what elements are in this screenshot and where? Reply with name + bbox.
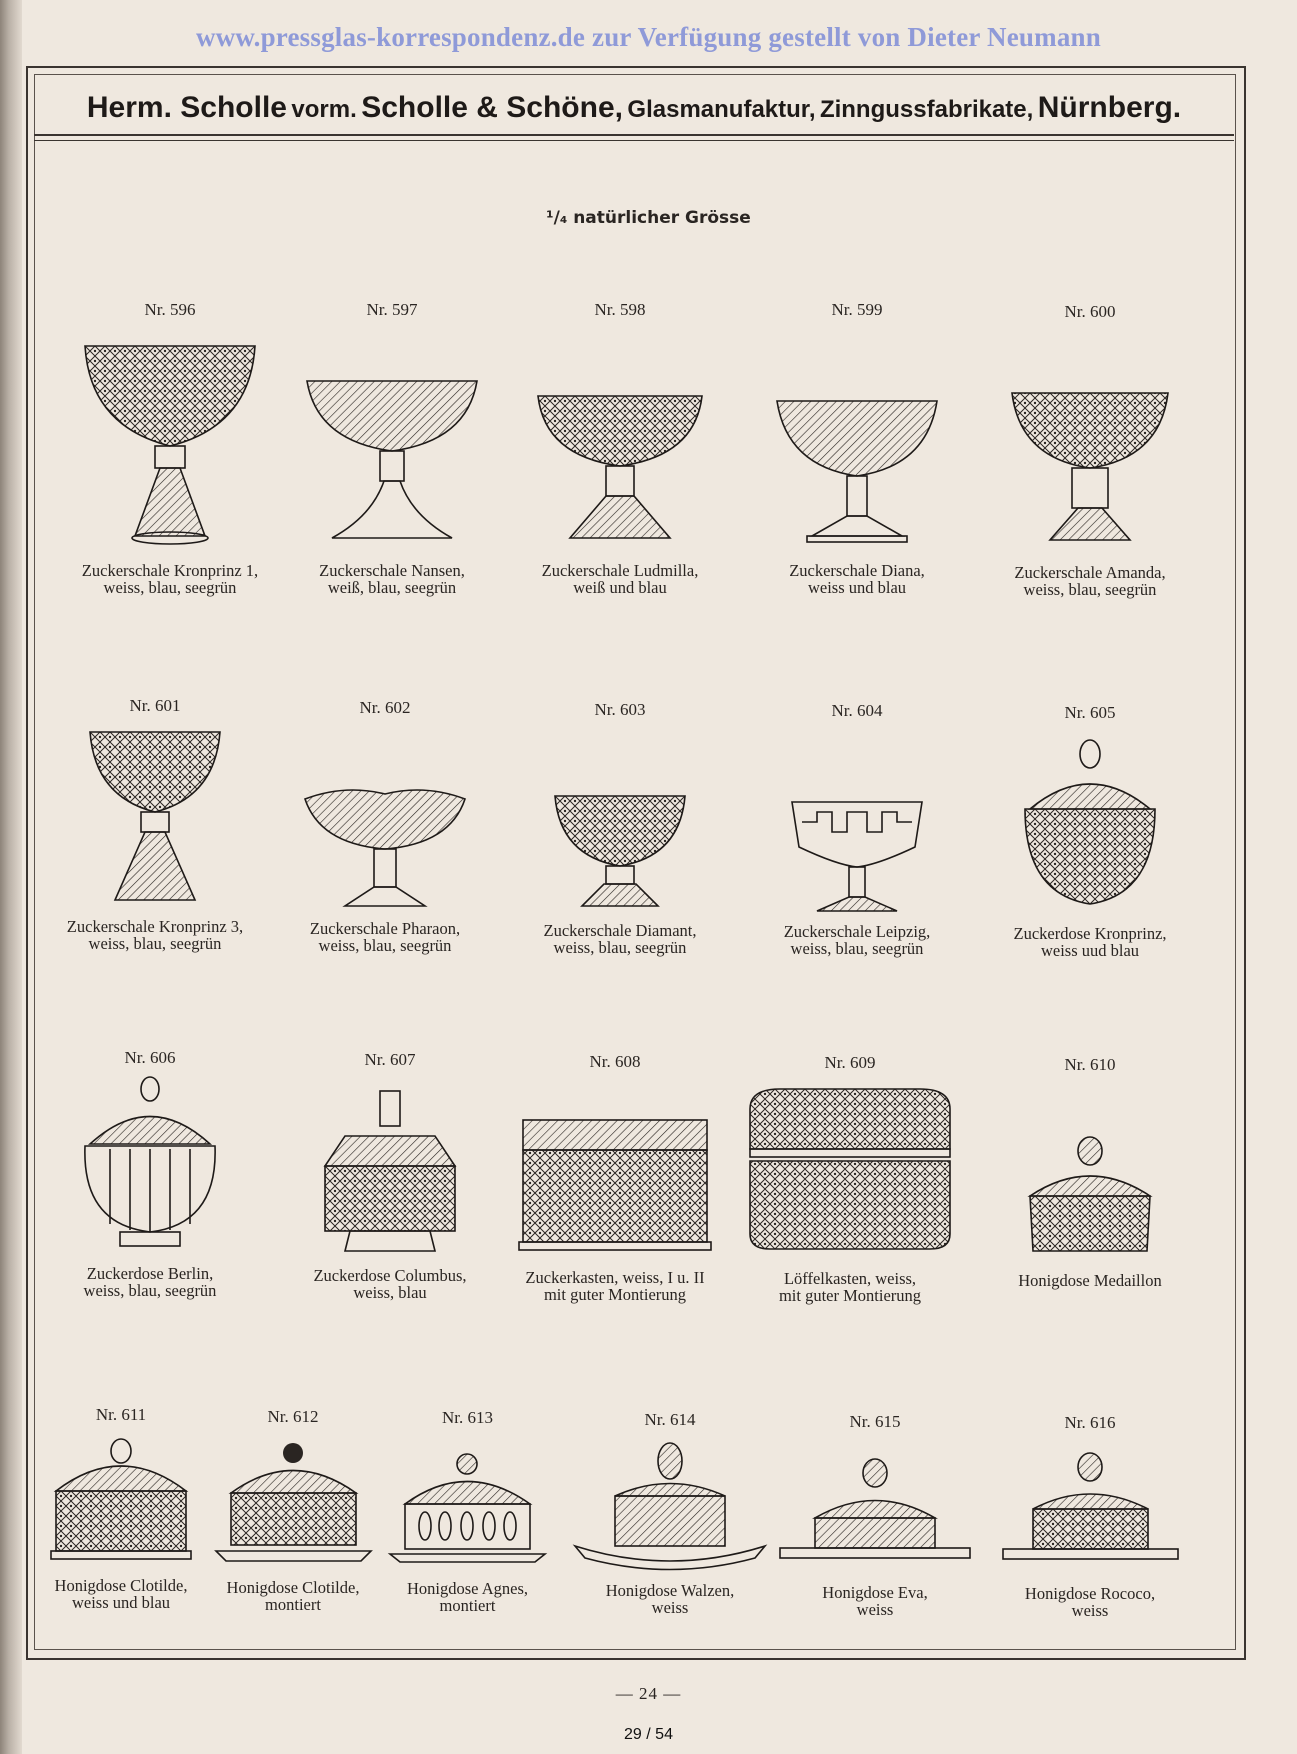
honey-pot-icon [570, 1436, 770, 1576]
item-caption: Zuckerschale Kronprinz 1, [81, 561, 259, 580]
lidded-sugar-bowl-icon [70, 1074, 230, 1259]
item-caption: Zuckerschale Leipzig, [783, 922, 931, 941]
item-caption: Zuckerkasten, weiss, I u. II [525, 1268, 705, 1287]
header-tin: Zinngussfabrikate, [819, 96, 1034, 123]
header-vorm: vorm. [291, 96, 357, 123]
item-caption-colors: weiss, blau, seegrün [553, 938, 687, 957]
item-caption: Honigdose Eva, [822, 1583, 928, 1602]
scale-note: ¹/₄ natürlicher Grösse [546, 208, 751, 228]
catalog-item [385, 1408, 550, 1614]
header-city: Nürnberg. [1037, 91, 1182, 124]
item-number: Nr. 608 [589, 1052, 641, 1071]
honey-pot-icon [385, 1434, 550, 1574]
catalog-item [752, 300, 962, 596]
item-caption: Zuckerschale Kronprinz 3, [66, 917, 244, 936]
catalog-item [505, 1052, 725, 1303]
catalog-item [520, 700, 720, 956]
honey-pot-icon [998, 1439, 1183, 1579]
glass-casket-icon [515, 1078, 715, 1263]
item-caption-colors: weiß und blau [573, 578, 667, 597]
catalog-item [60, 300, 280, 596]
item-caption-colors: weiss, blau, seegrün [83, 1281, 217, 1300]
item-caption-colors: weiss und blau [807, 578, 907, 597]
item-caption: Zuckerschale Diana, [789, 561, 925, 580]
catalog-item [985, 703, 1195, 959]
item-caption: Honigdose Clotilde, [54, 1576, 188, 1595]
catalog-item [990, 302, 1190, 598]
item-caption: Zuckerdose Columbus, [313, 1266, 467, 1285]
item-caption: Honigdose Agnes, [407, 1579, 528, 1598]
footed-bowl-icon [300, 724, 470, 914]
header-rule-thin [34, 140, 1234, 141]
item-caption-colors: mit guter Montierung [543, 1285, 687, 1304]
page-number: — 24 — [615, 1684, 682, 1703]
item-caption-colors: weiss, blau, seegrün [88, 934, 222, 953]
item-caption: Honigdose Medaillon [1018, 1271, 1162, 1290]
header-rule [34, 134, 1234, 136]
catalog-item [520, 300, 720, 596]
item-caption-colors: weiss [651, 1598, 689, 1617]
item-number: Nr. 603 [594, 700, 646, 719]
honey-pot-icon [46, 1431, 196, 1571]
item-caption-colors: weiss [856, 1600, 894, 1619]
item-number: Nr. 601 [129, 696, 181, 715]
item-caption-colors: weiss und blau [71, 1593, 171, 1612]
catalog-item [775, 1412, 975, 1618]
item-number: Nr. 602 [359, 698, 411, 717]
item-caption-colors: weiss [1071, 1601, 1109, 1620]
item-number: Nr. 597 [366, 300, 418, 319]
item-caption-colors: weiß, blau, seegrün [327, 578, 457, 597]
header-former-name: Scholle & Schöne, [361, 91, 623, 124]
footed-bowl-icon [1000, 328, 1180, 558]
catalog-item [735, 1053, 965, 1304]
item-caption: Zuckerdose Kronprinz, [1013, 924, 1167, 943]
item-caption: Zuckerschale Diamant, [543, 921, 697, 940]
header-glass: Glasmanufaktur, [627, 96, 816, 123]
honey-pot-icon [211, 1433, 376, 1573]
item-caption: Honigdose Walzen, [605, 1581, 735, 1600]
item-caption-colors: weiss, blau, seegrün [103, 578, 237, 597]
item-caption-colors: weiss, blau, seegrün [318, 936, 452, 955]
company-header [34, 80, 1234, 136]
pdf-page-indicator: 29 / 54 [624, 1726, 673, 1743]
catalog-item [280, 1050, 500, 1301]
footed-bowl-icon [80, 326, 260, 556]
footed-bowl-icon [767, 326, 947, 556]
item-number: Nr. 600 [1064, 302, 1116, 321]
catalog-item [752, 701, 962, 957]
item-caption: Honigdose Clotilde, [226, 1578, 360, 1597]
catalog-item [280, 698, 490, 954]
item-number: Nr. 605 [1064, 703, 1116, 722]
item-number: Nr. 609 [824, 1053, 876, 1072]
item-number: Nr. 599 [831, 300, 883, 319]
item-number: Nr. 616 [1064, 1413, 1116, 1432]
item-caption-colors: weiss uud blau [1040, 941, 1140, 960]
footed-bowl-icon [540, 726, 700, 916]
item-caption: Honigdose Rococo, [1024, 1584, 1156, 1603]
item-caption-colors: weiss, blau [353, 1283, 427, 1302]
footed-bowl-icon [75, 722, 235, 912]
item-caption-colors: weiss, blau, seegrün [1023, 580, 1157, 599]
lidded-sugar-bowl-icon [310, 1076, 470, 1261]
catalog-item [40, 696, 270, 952]
honey-pot-icon [775, 1438, 975, 1578]
watermark-url: www.pressglas-korrespondenz.de zur Verfügung gestellt von Dieter Neumann [196, 22, 1101, 52]
item-caption: Zuckerschale Amanda, [1014, 563, 1166, 582]
catalog-item [292, 300, 492, 596]
item-caption: Zuckerdose Berlin, [86, 1264, 214, 1283]
catalog-item [208, 1407, 378, 1613]
footed-bowl-icon [777, 727, 937, 917]
item-number: Nr. 615 [849, 1412, 901, 1431]
catalog-item [565, 1410, 775, 1616]
spoon-box-icon [740, 1079, 960, 1264]
item-number: Nr. 610 [1064, 1055, 1116, 1074]
item-number: Nr. 604 [831, 701, 883, 720]
header-name: Herm. Scholle [86, 91, 287, 124]
book-spine-shadow [0, 0, 22, 1754]
item-number: Nr. 606 [124, 1048, 176, 1067]
catalog-item [40, 1048, 260, 1299]
footed-bowl-icon [302, 326, 482, 556]
item-caption-colors: montiert [265, 1595, 321, 1614]
catalog-item [985, 1413, 1195, 1619]
catalog-item [985, 1055, 1195, 1289]
catalog-item [36, 1405, 206, 1611]
item-number: Nr. 613 [442, 1408, 493, 1427]
item-caption: Löffelkasten, weiss, [783, 1269, 917, 1288]
item-caption-colors: weiss, blau, seegrün [790, 939, 924, 958]
honey-pot-icon [1015, 1081, 1165, 1266]
lidded-sugar-bowl-icon [1010, 729, 1170, 919]
item-caption-colors: mit guter Montierung [778, 1286, 922, 1305]
item-caption: Zuckerschale Ludmilla, [541, 561, 699, 580]
item-number: Nr. 607 [364, 1050, 416, 1069]
item-number: Nr. 612 [267, 1407, 319, 1426]
item-number: Nr. 614 [644, 1410, 696, 1429]
item-caption: Zuckerschale Nansen, [319, 561, 465, 580]
item-number: Nr. 596 [144, 300, 196, 319]
item-number: Nr. 611 [95, 1405, 147, 1424]
item-caption: Zuckerschale Pharaon, [309, 919, 461, 938]
item-number: Nr. 598 [594, 300, 646, 319]
item-caption-colors: montiert [439, 1596, 496, 1615]
footed-bowl-icon [530, 326, 710, 556]
